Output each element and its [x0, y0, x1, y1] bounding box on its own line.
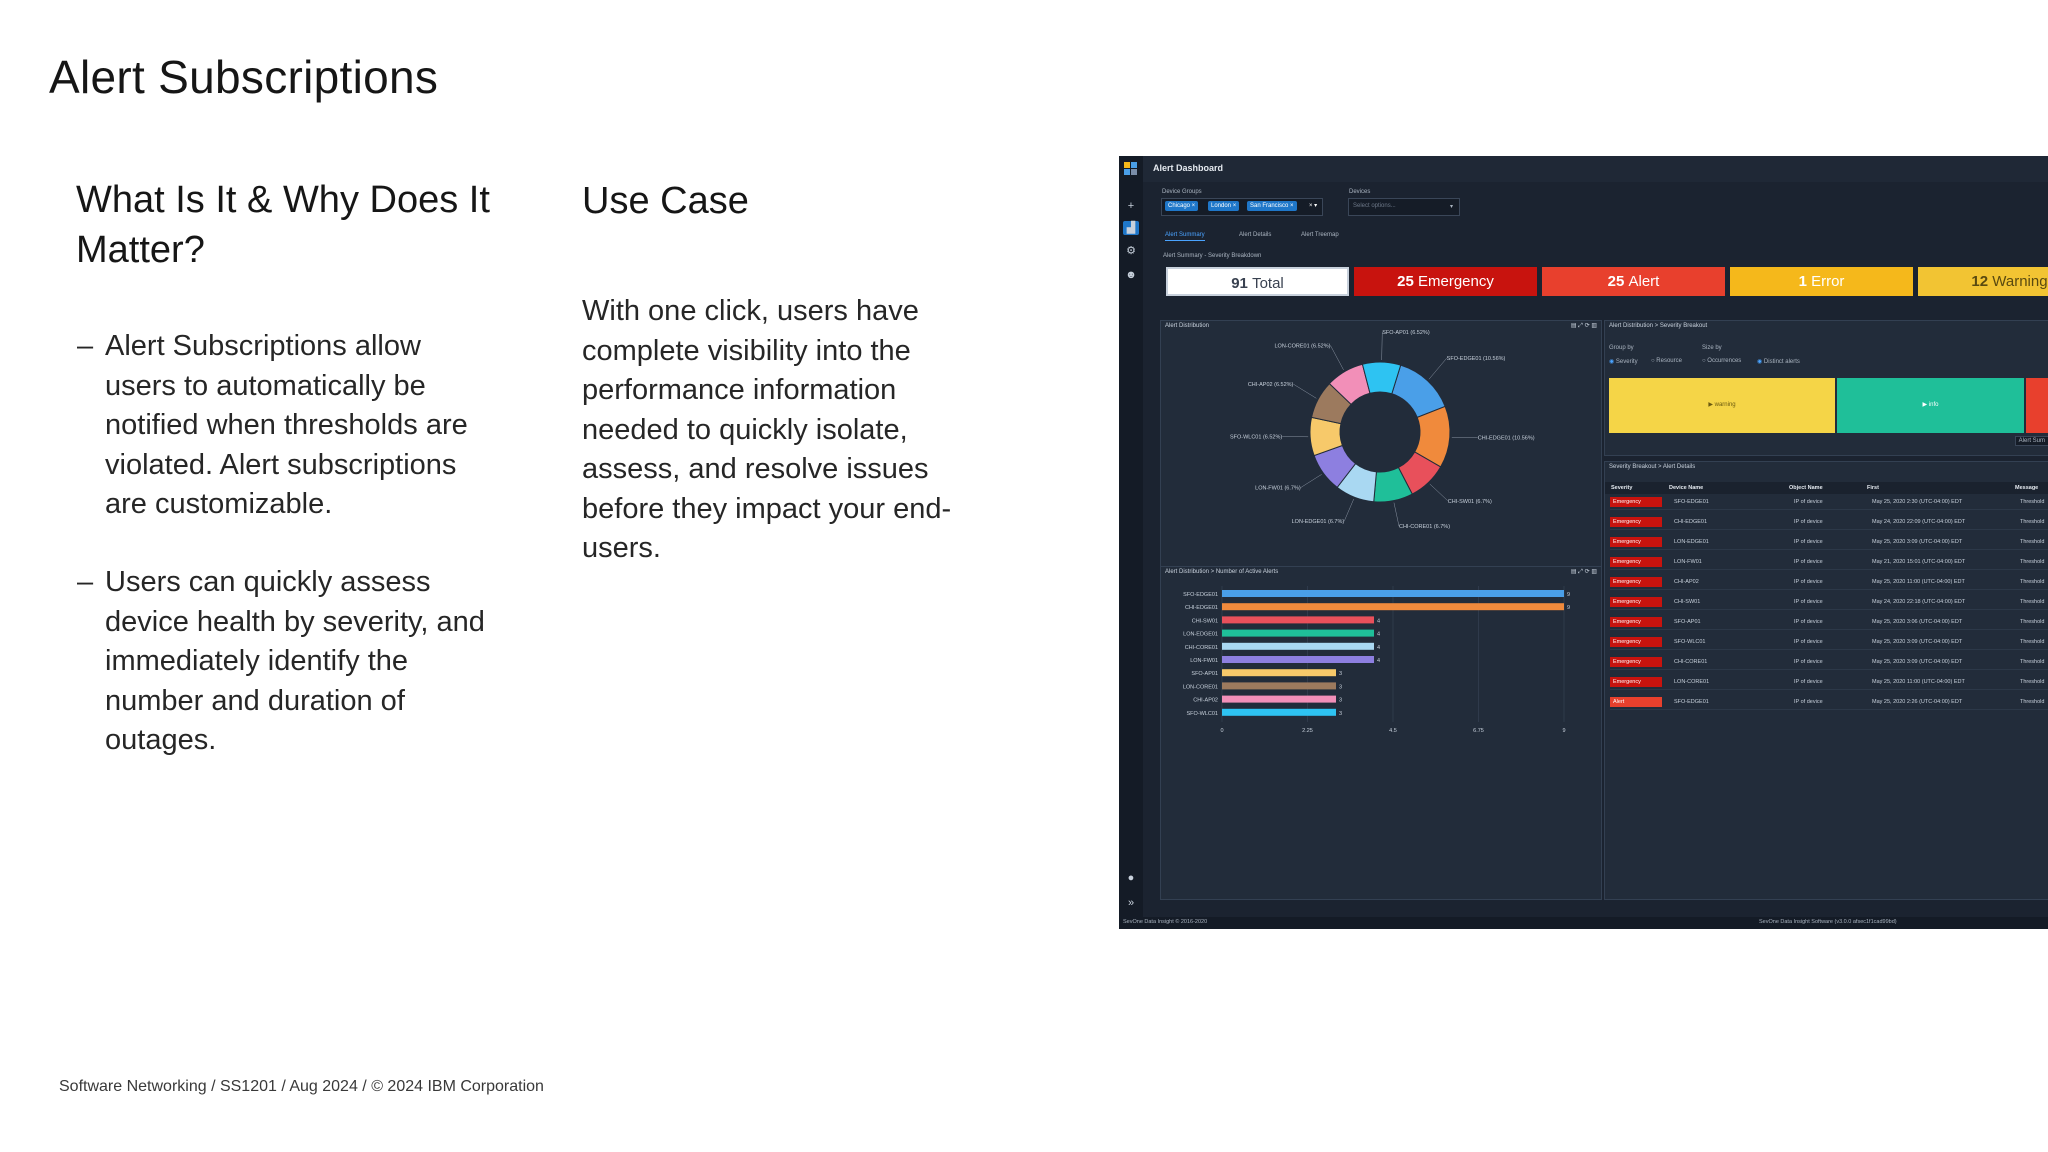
bullet-text: Alert Subscriptions allow users to automatically be notified when thresholds are violated. Alert subscriptions are customizable. — [105, 330, 468, 520]
table-row[interactable] — [1610, 595, 2048, 610]
table-row[interactable] — [1610, 515, 2048, 530]
device-cell: CHI-AP02 — [1674, 579, 1699, 585]
bar-category-label: SFO-AP01 — [1191, 671, 1218, 678]
group-by-label: Group by — [1609, 345, 1634, 351]
severity-cell: Emergency — [1610, 537, 1662, 547]
bullet-item — [77, 327, 497, 525]
device-cell: SFO-AP01 — [1674, 619, 1701, 625]
bar-category-label: SFO-EDGE01 — [1183, 592, 1218, 598]
table-row[interactable] — [1610, 615, 2048, 630]
bar-value-label: 4 — [1377, 631, 1381, 638]
donut-slice-label: CHI-CORE01 (6.7%) — [1398, 524, 1451, 531]
donut-leader-line — [1430, 484, 1448, 501]
footer-text: Software Networking / SS1201 / Aug 2024 / © 2024 IBM Corporation — [59, 1078, 544, 1095]
col-first-header[interactable]: First — [1867, 485, 1879, 491]
chevron-down-icon: ▾ — [1450, 204, 1454, 210]
first-cell: May 25, 2020 11:00 (UTC-04:00) EDT — [1872, 679, 1965, 685]
profile-icon[interactable]: ● — [1127, 872, 1135, 884]
slide-title: Alert Subscriptions — [49, 51, 439, 103]
active-alerts-bar-chart — [1160, 566, 1600, 898]
settings-icon[interactable]: ⚙ — [1126, 245, 1136, 257]
bar[interactable] — [1222, 709, 1336, 716]
first-cell: May 24, 2020 22:09 (UTC-04:00) EDT — [1872, 519, 1966, 525]
radio-distinct-alerts[interactable]: ◉ Distinct alerts — [1757, 359, 1800, 365]
app-logo-icon — [1124, 162, 1138, 176]
table-row[interactable] — [1610, 695, 2048, 710]
donut-slice-label: CHI-SW01 (6.7%) — [1447, 498, 1492, 505]
object-cell: IP of device — [1794, 699, 1823, 705]
donut-leader-line — [1344, 499, 1353, 521]
bar-category-label: SFO-WLC01 — [1186, 710, 1218, 717]
bar[interactable] — [1222, 696, 1336, 703]
severity-cell: Emergency — [1610, 517, 1662, 527]
object-cell: IP of device — [1794, 559, 1823, 565]
first-cell: May 25, 2020 3:09 (UTC-04:00) EDT — [1872, 659, 1963, 665]
use-case-body: With one click, users have complete visibility into the performance information needed to quickly isolate, assess, and resolve issues before they impact your end-users. — [582, 295, 952, 564]
dashboard-header — [1143, 156, 2048, 182]
donut-slice-label: LON-FW01 (6.7%) — [1255, 485, 1301, 492]
panel-tools-icon[interactable]: ▤ ⤢ ⟳ ▥ — [1570, 323, 1597, 329]
table-row[interactable] — [1610, 655, 2048, 670]
radio-resource[interactable]: ○ Resource — [1651, 358, 1682, 364]
bullet-dash: – — [77, 330, 94, 362]
first-cell: May 25, 2020 3:09 (UTC-04:00) EDT — [1872, 539, 1963, 545]
tab-alert-details[interactable]: Alert Details — [1239, 232, 1272, 238]
treemap-cell-info[interactable]: ▶ info — [1837, 378, 2024, 433]
panel-title: Alert Distribution — [1165, 323, 1210, 329]
filter-chip[interactable]: London × — [1208, 201, 1239, 211]
object-cell: IP of device — [1794, 579, 1823, 585]
alert-dashboard-screenshot — [1119, 156, 2048, 929]
message-cell: Threshold — [2020, 619, 2045, 625]
bar-category-label: LON-CORE01 — [1182, 684, 1218, 691]
message-cell: Threshold — [2020, 699, 2045, 705]
message-cell: Threshold — [2020, 519, 2045, 525]
x-tick-label: 2.25 — [1302, 728, 1313, 734]
tab-alert-summary[interactable]: Alert Summary — [1165, 232, 1205, 241]
device-cell: CHI-SW01 — [1674, 599, 1701, 605]
x-tick-label: 6.75 — [1473, 728, 1484, 734]
message-cell: Threshold — [2020, 579, 2045, 585]
object-cell: IP of device — [1794, 659, 1823, 665]
clear-icon[interactable]: × ▾ — [1309, 203, 1318, 209]
bar[interactable] — [1222, 616, 1374, 623]
bar-value-label: 4 — [1377, 644, 1381, 651]
dashboard-status-bar — [1119, 917, 2048, 929]
bar[interactable] — [1222, 630, 1374, 637]
device-cell: LON-EDGE01 — [1674, 539, 1709, 545]
message-cell: Threshold — [2020, 679, 2045, 685]
first-cell: May 25, 2020 3:06 (UTC-04:00) EDT — [1872, 619, 1963, 625]
device-cell: SFO-WLC01 — [1674, 639, 1706, 645]
devices-select[interactable] — [1348, 198, 1460, 216]
object-cell: IP of device — [1794, 539, 1823, 545]
device-cell: SFO-EDGE01 — [1674, 699, 1709, 705]
object-cell: IP of device — [1794, 619, 1823, 625]
table-row[interactable] — [1610, 675, 2048, 690]
severity-cell: Emergency — [1610, 657, 1662, 667]
donut-leader-line — [1394, 503, 1399, 527]
radio-severity[interactable]: ◉ Severity — [1609, 359, 1638, 365]
severity-cell: Emergency — [1610, 617, 1662, 627]
object-cell: IP of device — [1794, 679, 1823, 685]
col-message-header[interactable]: Message — [2015, 485, 2039, 491]
device-groups-label: Device Groups — [1162, 189, 1202, 195]
alert-details-table-body — [1604, 495, 2048, 895]
bullet-dash: – — [77, 566, 94, 598]
bar[interactable] — [1222, 603, 1564, 610]
donut-slice-label: CHI-AP02 (6.52%) — [1247, 382, 1294, 389]
bar-value-label: 3 — [1339, 710, 1343, 717]
severity-cell: Emergency — [1610, 577, 1662, 587]
status-left: SevOne Data Insight © 2016-2020 — [1123, 919, 1208, 925]
table-row[interactable] — [1610, 495, 2048, 510]
expand-icon[interactable]: » — [1127, 897, 1135, 909]
tab-alert-treemap[interactable]: Alert Treemap — [1301, 232, 1339, 238]
object-cell: IP of device — [1794, 519, 1823, 525]
filter-chip[interactable]: San Francisco × — [1247, 201, 1297, 211]
device-cell: LON-FW01 — [1674, 559, 1702, 565]
devices-label: Devices — [1349, 189, 1371, 195]
donut-leader-line — [1382, 332, 1383, 360]
panel-title: Alert Distribution > Severity Breakout — [1609, 323, 1708, 329]
donut-slice-label: SFO-WLC01 (6.52%) — [1229, 434, 1283, 441]
bar-category-label: CHI-AP02 — [1193, 697, 1218, 704]
object-cell: IP of device — [1794, 499, 1823, 505]
donut-slice-label: SFO-EDGE01 (10.56%) — [1446, 356, 1506, 363]
donut-slice-label: CHI-EDGE01 (10.56%) — [1477, 435, 1535, 442]
device-cell: LON-CORE01 — [1674, 679, 1710, 685]
bar[interactable] — [1222, 656, 1374, 663]
why-it-matters-heading: What Is It & Why Does It Matter? — [76, 179, 490, 271]
severity-cell: Emergency — [1610, 637, 1662, 647]
bar-category-label: CHI-CORE01 — [1184, 644, 1218, 651]
alert-summary-button[interactable]: Alert Sum — [2015, 436, 2048, 446]
severity-cell: Emergency — [1610, 677, 1662, 687]
message-cell: Threshold — [2020, 559, 2045, 565]
donut-leader-line — [1301, 474, 1322, 487]
status-right: SevOne Data Insight Software (v3.0.0 afsec1f1cad99bd) — [1759, 919, 1897, 925]
col-object-header[interactable]: Object Name — [1789, 485, 1823, 491]
bar[interactable] — [1222, 643, 1374, 650]
device-groups-select[interactable] — [1161, 198, 1323, 216]
bar-value-label: 3 — [1339, 684, 1343, 691]
radio-occurrences[interactable]: ○ Occurrences — [1702, 358, 1742, 364]
message-cell: Threshold — [2020, 539, 2045, 545]
first-cell: May 25, 2020 3:09 (UTC-04:00) EDT — [1872, 639, 1963, 645]
message-cell: Threshold — [2020, 599, 2045, 605]
total-count-box[interactable]: 91 Total — [1166, 267, 1349, 296]
bullet-item — [77, 563, 497, 761]
table-row[interactable] — [1610, 555, 2048, 570]
donut-leader-line — [1330, 345, 1343, 369]
message-cell: Threshold — [2020, 659, 2045, 665]
object-cell: IP of device — [1794, 639, 1823, 645]
panel-title: Alert Distribution > Number of Active Alerts — [1165, 569, 1279, 575]
donut-slice-label: LON-EDGE01 (6.7%) — [1291, 519, 1345, 526]
x-tick-label: 4.5 — [1389, 728, 1397, 734]
table-row[interactable] — [1610, 535, 2048, 550]
col-severity-header[interactable]: Severity — [1611, 485, 1633, 491]
users-icon[interactable]: ☻ — [1125, 269, 1137, 281]
severity-cell: Emergency — [1610, 557, 1662, 567]
alert-count-box[interactable]: 25 Alert — [1542, 267, 1725, 296]
table-row[interactable] — [1610, 575, 2048, 590]
panel-tools-icon[interactable]: ▤ ⤢ ⟳ ▥ — [1570, 569, 1597, 575]
severity-cell: Emergency — [1610, 497, 1662, 507]
donut-slice-label: SFO-AP01 (6.52%) — [1382, 330, 1430, 337]
bar-value-label: 4 — [1377, 658, 1381, 664]
dashboard-sidebar — [1119, 156, 1143, 929]
object-cell: IP of device — [1794, 599, 1823, 605]
bar[interactable] — [1222, 682, 1336, 689]
severity-cell: Emergency — [1610, 597, 1662, 607]
bar-value-label: 3 — [1339, 697, 1343, 704]
table-header-row — [1605, 482, 2048, 494]
summary-section-label: Alert Summary - Severity Breakdown — [1163, 253, 1262, 259]
device-cell: CHI-EDGE01 — [1674, 519, 1708, 525]
first-cell: May 25, 2020 11:00 (UTC-04:00) EDT — [1872, 579, 1965, 585]
error-count-box[interactable]: 1 Error — [1730, 267, 1913, 296]
dashboard-icon[interactable]: ▟ — [1123, 221, 1139, 235]
bar-category-label: CHI-SW01 — [1191, 618, 1218, 625]
table-row[interactable] — [1610, 635, 2048, 650]
bullet-text: Users can quickly assess device health by severity, and immediately identify the number and duration of outages. — [105, 566, 485, 756]
warning-count-box[interactable]: 12 Warning — [1918, 267, 2048, 296]
treemap-cell-warning[interactable]: ▶ warning — [1609, 378, 1835, 433]
bar-value-label: 3 — [1339, 671, 1343, 678]
message-cell: Threshold — [2020, 639, 2045, 645]
devices-placeholder: Select options... — [1353, 203, 1396, 209]
device-cell: SFO-EDGE01 — [1674, 499, 1709, 505]
bar[interactable] — [1222, 590, 1564, 597]
add-icon[interactable]: + — [1127, 200, 1135, 212]
col-device-header[interactable]: Device Name — [1669, 485, 1704, 491]
donut-slice-label: LON-CORE01 (6.52%) — [1274, 343, 1331, 350]
message-cell: Threshold — [2020, 499, 2045, 505]
x-tick-label: 0 — [1220, 728, 1224, 734]
filter-chip[interactable]: Chicago × — [1165, 201, 1198, 211]
donut-leader-line — [1429, 358, 1447, 379]
bar[interactable] — [1222, 669, 1336, 676]
first-cell: May 24, 2020 22:18 (UTC-04:00) EDT — [1872, 599, 1966, 605]
first-cell: May 25, 2020 2:30 (UTC-04:00) EDT — [1872, 499, 1963, 505]
panel-title: Severity Breakout > Alert Details — [1609, 464, 1696, 470]
bar-value-label: 9 — [1567, 592, 1571, 598]
first-cell: May 21, 2020 15:01 (UTC-04:00) EDT — [1872, 559, 1966, 565]
x-tick-label: 9 — [1562, 728, 1566, 734]
bar-category-label: LON-FW01 — [1190, 658, 1218, 664]
bar-value-label: 9 — [1567, 605, 1571, 612]
device-cell: CHI-CORE01 — [1674, 659, 1708, 665]
first-cell: May 25, 2020 2:26 (UTC-04:00) EDT — [1872, 699, 1963, 705]
emergency-count-box[interactable]: 25 Emergency — [1354, 267, 1537, 296]
donut-leader-line — [1293, 384, 1316, 398]
bar-category-label: CHI-EDGE01 — [1184, 605, 1218, 612]
size-by-label: Size by — [1702, 345, 1722, 351]
use-case-heading: Use Case — [582, 180, 749, 222]
treemap-cell-alert[interactable] — [2026, 378, 2048, 433]
bar-category-label: LON-EDGE01 — [1183, 631, 1218, 638]
bar-value-label: 4 — [1377, 618, 1381, 625]
severity-cell: Alert — [1610, 697, 1662, 707]
dashboard-title: Alert Dashboard — [1153, 163, 1224, 173]
